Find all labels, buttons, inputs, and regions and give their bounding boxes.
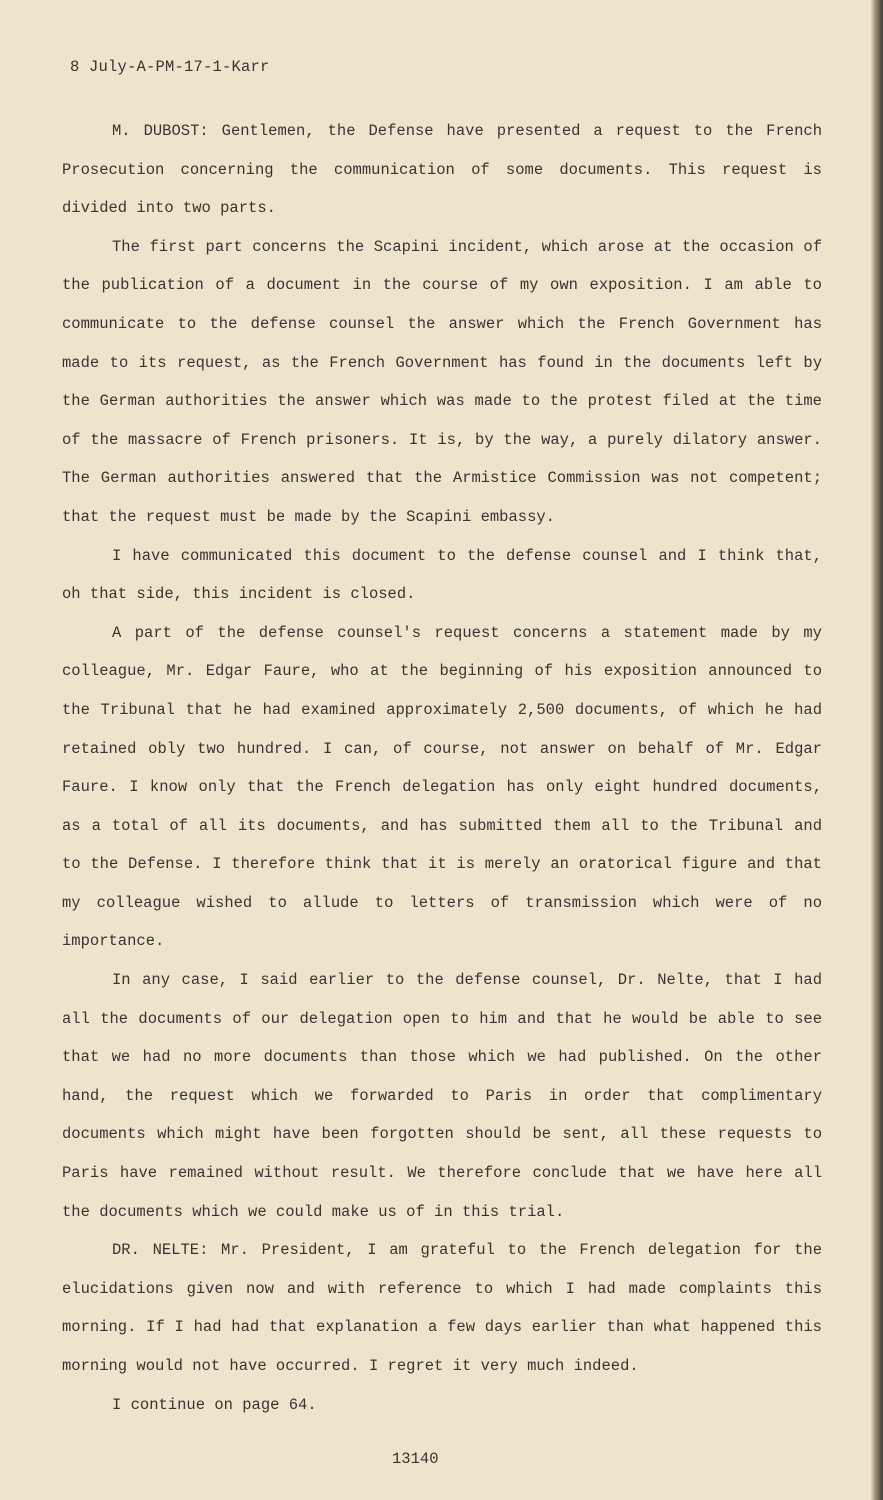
paragraph-scapini-incident: The first part concerns the Scapini incident, which arose at the occasion of the publication of a document in the course of my own exposition. I am able to communicate to the defense counsel the answer which the French Government has made to its request, as the French Government has found in the documents left by the German authorities the answer which was made to the protest filed at the time of the massacre of French prisoners. It is, by the way, a purely dilatory answer. The German authorities answered that the Armistice Commission was not competent; that the request must be made by the Scapini embassy. — [62, 237, 822, 526]
page-header: 8 July-A-PM-17-1-Karr — [70, 58, 270, 76]
paragraph-faure-statement: A part of the defense counsel's request concerns a statement made by my colleague, Mr. Edgar Faure, who at the beginning of his exposition announced to the Tribunal that he had examined approximately 2,500 documents, of which he had retained obly two hundred. I can, of course, not answer on behalf of Mr. Edgar Faure. I know only that the French delegation has only eight hundred documents, as a total of all its documents, and has submitted them all to the Tribunal and to the Defense. I therefore think that it is merely an oratorical figure and that my colleague wished to allude to letters of transmission which were of no importance. — [62, 623, 822, 951]
paragraph-continue-note: I continue on page 64. — [112, 1395, 317, 1414]
paragraph-nelte-response: DR. NELTE: Mr. President, I am grateful to the French delegation for the elucidations given now and with reference to which I had made complaints this morning. If I had had that explanation a few days earlier than what happened this morning would not have occurred. I regret it very much indeed. — [62, 1241, 822, 1375]
transcript-body — [62, 112, 822, 1424]
page-edge-shadow — [871, 0, 883, 1500]
paragraph-incident-closed: I have communicated this document to the defense counsel and I think that, oh that side, this incident is closed. — [62, 546, 822, 604]
page-number: 13140 — [392, 1450, 439, 1468]
paragraph-documents-open: In any case, I said earlier to the defense counsel, Dr. Nelte, that I had all the documents of our delegation open to him and that he would be able to see that we had no more documents than those which we had published. On the other hand, the request which we forwarded to Paris in order that complimentary documents which might have been forgotten should be sent, all these requests to Paris have remained without result. We therefore conclude that we have here all the documents which we could make us of in this trial. — [62, 971, 822, 1221]
paragraph-dubost-intro: M. DUBOST: Gentlemen, the Defense have presented a request to the French Prosecution concerning the communication of some documents. This request is divided into two parts. — [62, 122, 822, 218]
